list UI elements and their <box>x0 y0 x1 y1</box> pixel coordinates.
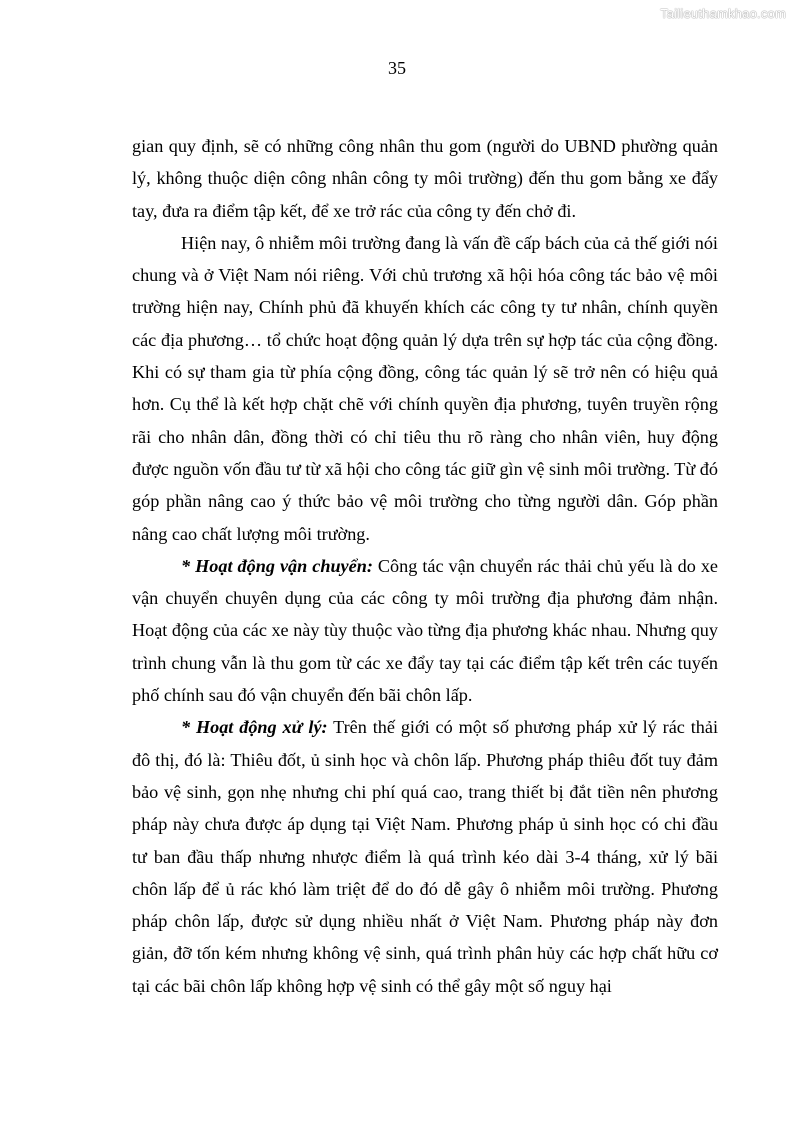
paragraph-treatment <box>132 711 718 1002</box>
paragraph-transport <box>132 550 718 711</box>
page-number: 35 <box>388 58 406 78</box>
paragraph-collection-continued: gian quy định, sẽ có những công nhân thu gom (người do UBND phường quản lý, không thuộc diện công nhân công ty môi trường) đến thu gom bằng xe đẩy tay, đưa ra điểm tập kết, để xe trở rác của công ty đến chở đi. <box>132 136 718 221</box>
treatment-text: Trên thế giới có một số phương pháp xử lý rác thải đô thị, đó là: Thiêu đốt, ủ sinh học và chôn lấp. Phương pháp thiêu đốt tuy đảm bảo vệ sinh, gọn nhẹ nhưng chi phí quá cao, trang thiết bị đắt tiền nên phương pháp này chưa được áp dụng tại Việt Nam. Phương pháp ủ sinh học có chi đầu tư ban đầu thấp nhưng nhược điểm là quá trình kéo dài 3-4 tháng, xử lý bãi chôn lấp để ủ rác khó làm triệt để do đó dễ gây ô nhiễm môi trường. Phương pháp chôn lấp, được sử dụng nhiều nhất ở Việt Nam. Phương pháp này đơn giản, đỡ tốn kém nhưng không vệ sinh, quá trình phân hủy các hợp chất hữu cơ tại các bãi chôn lấp không hợp vệ sinh có thể gây một số nguy hại <box>132 717 718 996</box>
treatment-heading: * Hoạt động xử lý: <box>181 717 328 738</box>
paragraph-pollution-overview: Hiện nay, ô nhiễm môi trường đang là vấn đề cấp bách của cả thế giới nói chung và ở Việt Nam nói riêng. Với chủ trương xã hội hóa công tác bảo vệ môi trường hiện nay, Chính phủ đã khuyến khích các công ty tư nhân, chính quyền các địa phương… tổ chức hoạt động quản lý dựa trên sự hợp tác của cộng đồng. Khi có sự tham gia từ phía cộng đồng, công tác quản lý sẽ trở nên có hiệu quả hơn. Cụ thể là kết hợp chặt chẽ với chính quyền địa phương, tuyên truyền rộng rãi cho nhân dân, đồng thời có chỉ tiêu thu rõ ràng cho nhân viên, huy động được nguồn vốn đầu tư từ xã hội cho công tác giữ gìn vệ sinh môi trường. Từ đó góp phần nâng cao ý thức bảo vệ môi trường cho từng người dân. Góp phần nâng cao chất lượng môi trường. <box>132 232 718 544</box>
watermark: Tailieuthamkhao.com <box>660 6 786 21</box>
transport-heading: * Hoạt động vận chuyển: <box>181 555 373 576</box>
transport-text: Công tác vận chuyển rác thải chủ yếu là do xe vận chuyển chuyên dụng của các công ty môi trường địa phương đảm nhận. Hoạt động của các xe này tùy thuộc vào từng địa phương khác nhau. Nhưng quy trình chung vẫn là thu gom từ các xe đẩy tay tại các điểm tập kết trên các tuyến phố chính sau đó vận chuyển đến bãi chôn lấp. <box>132 555 718 706</box>
document-body <box>132 130 718 1002</box>
